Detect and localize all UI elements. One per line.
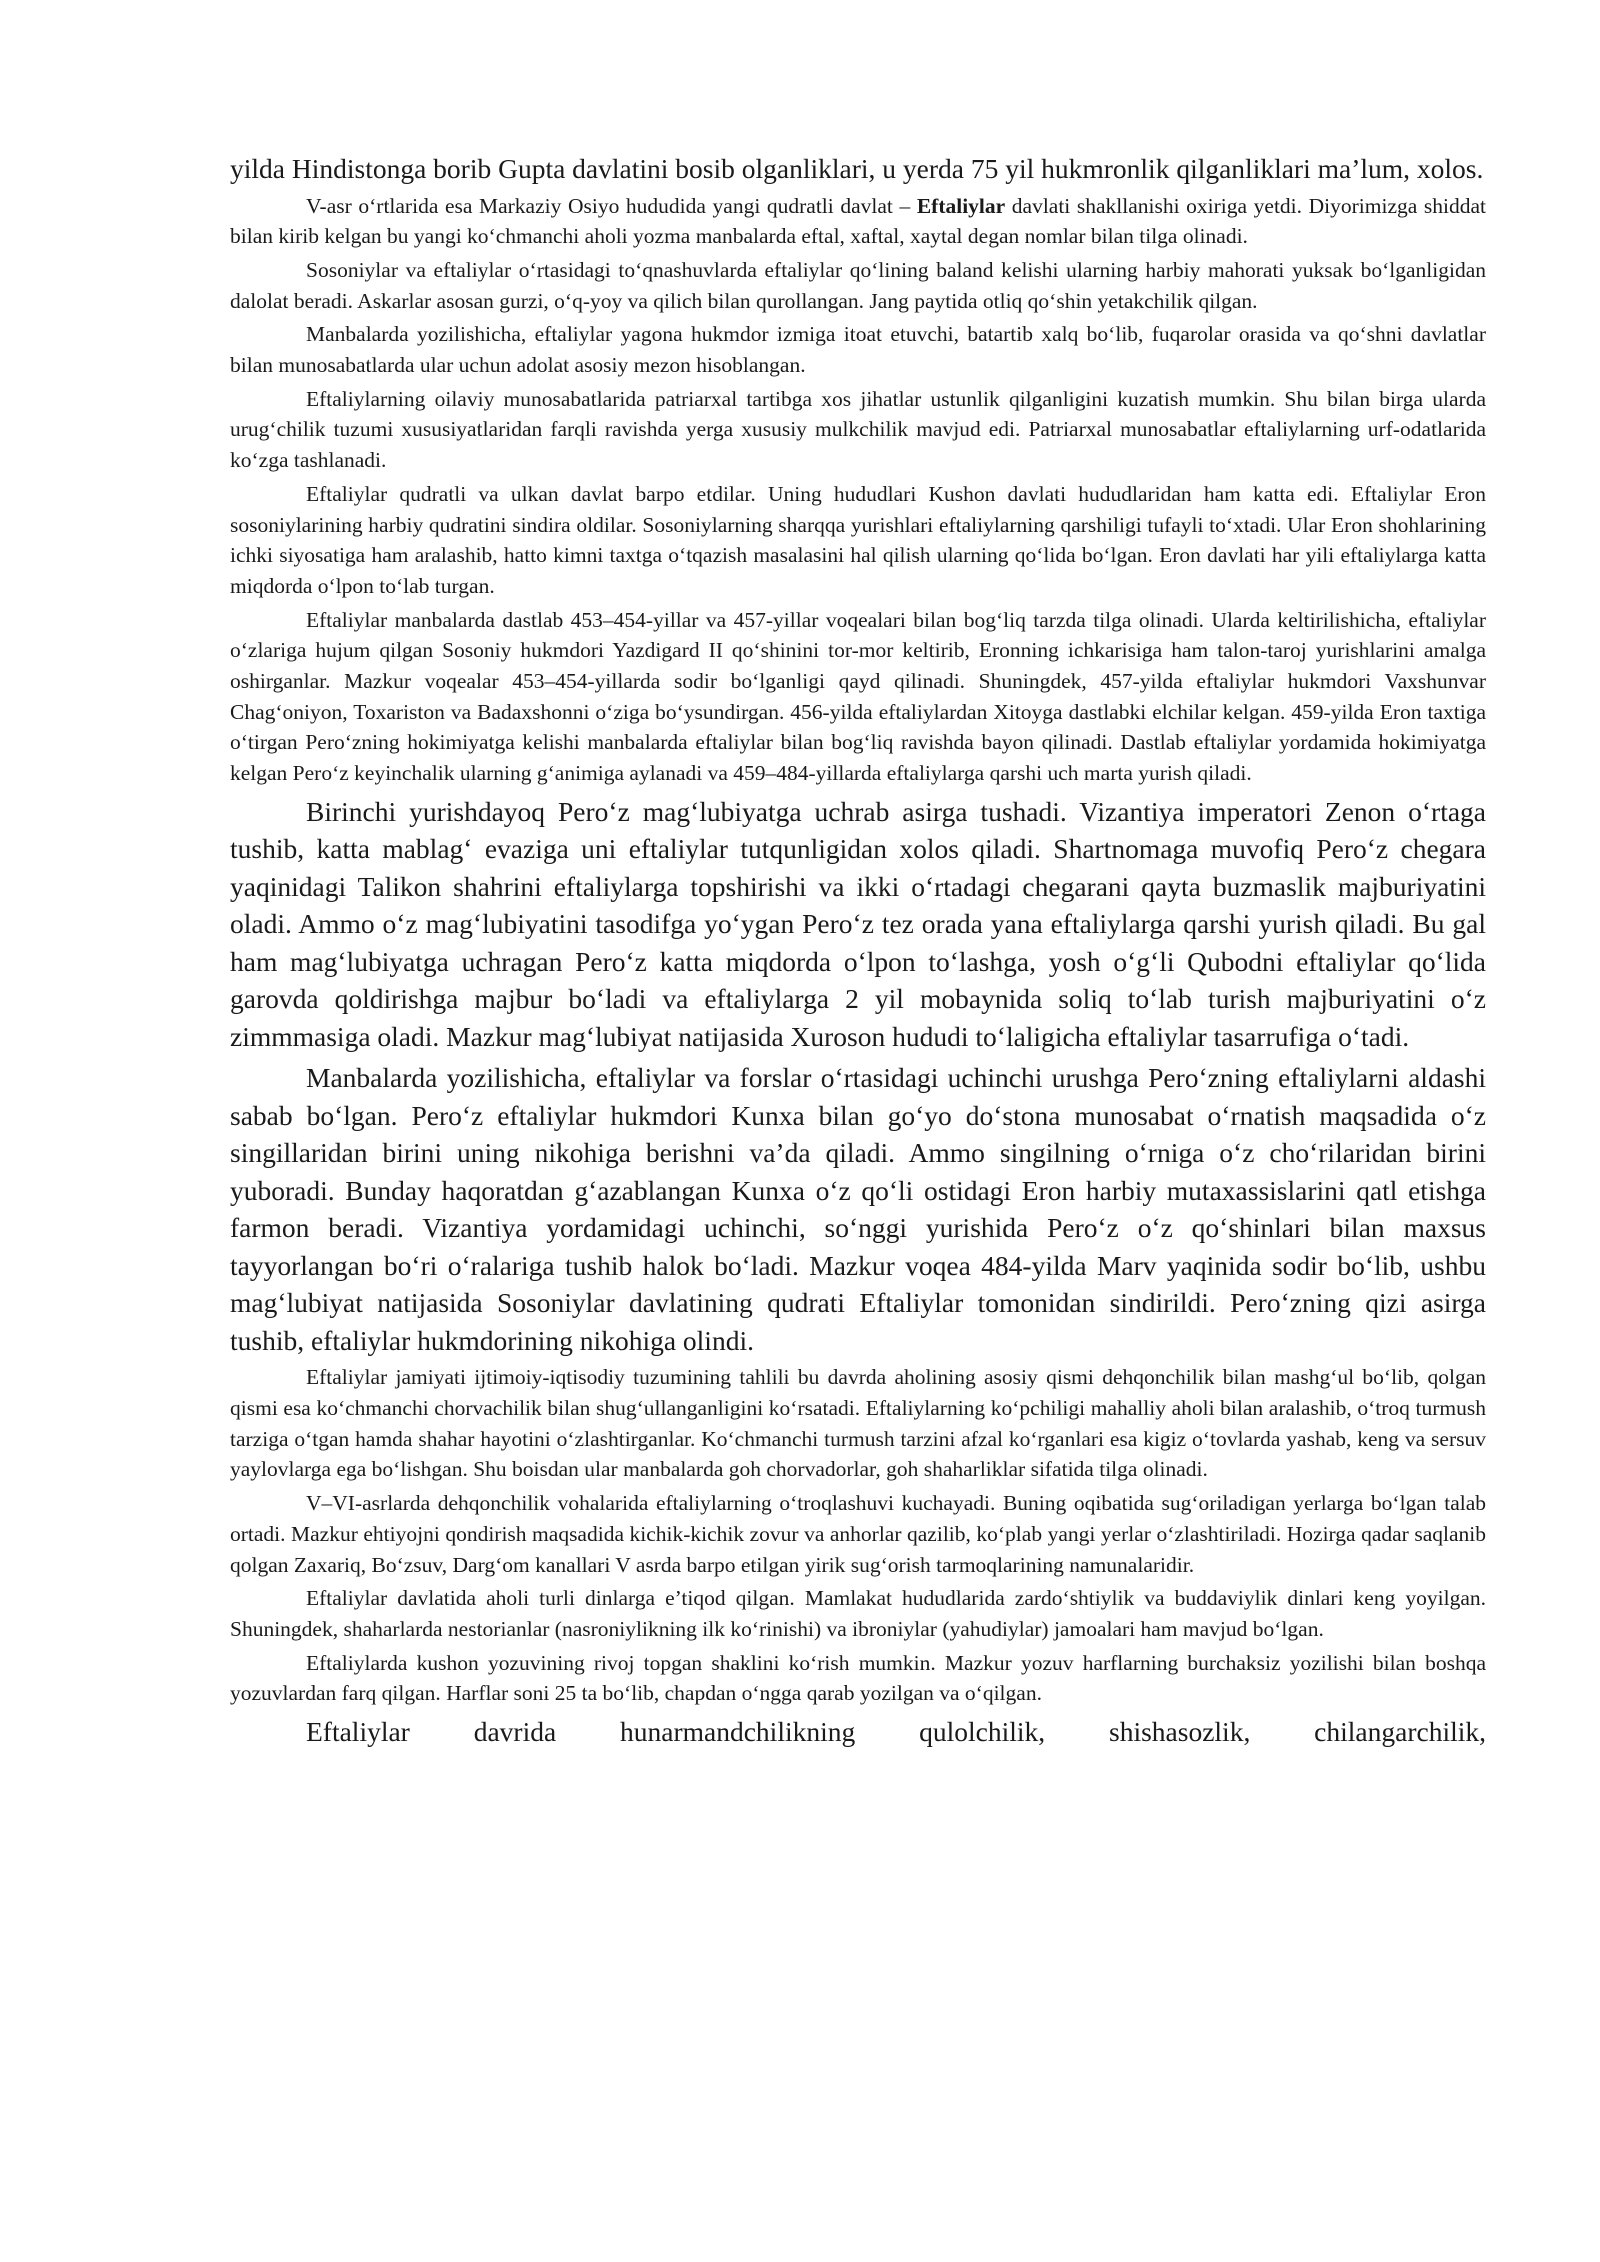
paragraph-military: Sosoniylar va eftaliylar o‘rtasidagi to‘qnashuvlarda eftaliylar qo‘lining baland kelishi ularning harbiy mahorati yuksak bo‘lganligidan dalolat beradi. Askarlar asosan gurzi, o‘q-yoy va qilich bilan qurollangan. Jang paytida otliq qo‘shin yetakchilik qilgan. [230,257,1486,313]
paragraph-social-economy: Eftaliylar jamiyati ijtimoiy-iqtisodiy tuzumining tahlili bu davrda aholining asosiy qismi dehqonchilik bilan mashg‘ul bo‘lib, qolgan qismi esa ko‘chmanchi chorvachilik bilan shug‘ullanganligini ko‘rsatadi. Eftaliylarning ko‘pchiligi mahalliy aholi bilan aralashib, o‘troq turmush tarziga o‘tgan hamda shahar hayotini o‘zlashtirganlar. Ko‘chmanchi turmush tarzini afzal ko‘rganlari esa kigiz o‘tovlarda yashab, keng va sersuv yaylovlarga ega bo‘lishgan. Shu boisdan ular manbalarda goh chorvadorlar, goh shaharliklar sifatida tilga olinadi. [230,1365,1486,1482]
paragraph-religion: Eftaliylar davlatida aholi turli dinlarga e’tiqod qilgan. Mamlakat hududlarida zardo‘shtiylik va buddaviylik dinlari keng yoyilgan. Shuningdek, shaharlarda nestorianlar (nasroniylikning ilk ko‘rinishi) va ibroniylar (yahudiylar) jamoalari ham mavjud bo‘lgan. [230,1586,1486,1641]
paragraph-justice: Manbalarda yozilishicha, eftaliylar yagona hukmdor izmiga itoat etuvchi, batartib xalq bo‘lib, fuqarolar orasida va qo‘shni davlatlar bilan munosabatlarda ular uchun adolat asosiy mezon hisoblangan. [230,322,1486,378]
term-eftaliylar: Eftaliylar [916,193,1006,218]
paragraph-first-campaign: Birinchi yurishdayoq Pero‘z mag‘lubiyatga uchrab asirga tushadi. Vizantiya imperatori Zenon o‘rtaga tushib, katta mablag‘ evaziga uni eftaliylar tutqunligidan xolos qiladi. Shartnomaga muvofiq Pero‘z chegara yaqinidagi Talikon shahrini eftaliylarga topshirishi va ikki o‘rtadagi chegarani qayta buzmaslik majburiyatini oladi. Ammo o‘z mag‘lubiyatini tasodifga yo‘ygan Pero‘z tez orada yana eftaliylarga qarshi yurish qiladi. Bu gal ham mag‘lubiyatga uchragan Pero‘z katta miqdorda o‘lpon to‘lashga, yosh o‘g‘li Qubodni eftaliylar qo‘lida garovda qoldirishga majbur bo‘ladi va eftaliylarga 2 yil mobaynida soliq to‘lab turish majburiyatini o‘z zimmmasiga oladi. Mazkur mag‘lubiyat natijasida Xuroson hududi to‘laligicha eftaliylar tasarrufiga o‘tadi. [230,795,1486,1052]
paragraph-text-before: V-asr o‘rtlarida esa Markaziy Osiyo hududida yangi qudratli davlat – [306,193,917,218]
paragraph-state-power: Eftaliylar qudratli va ulkan davlat barpo etdilar. Uning hududlari Kushon davlati hududlaridan ham katta edi. Eftaliylar Eron sosoniylarining harbiy qudratini sindira oldilar. Sosoniylarning sharqqa yurishlari eftaliylarning qarshiligi tufayli to‘xtadi. Ular Eron shohlarining ichki siyosatiga ham aralashib, hatto kimni taxtga o‘tqazish masalasini hal qilish ularning qo‘lida bo‘lgan. Eron davlati har yili eftaliylarga katta miqdorda o‘lpon to‘lab turgan. [230,481,1486,598]
paragraph-early-mentions: Eftaliylar manbalarda dastlab 453–454-yillar va 457-yillar voqealari bilan bog‘liq tarzda tilga olinadi. Ularda keltirilishicha, eftaliylar o‘zlariga hujum qilgan Sosoniy hukmdori Yazdigard II qo‘shinini tor-mor keltirib, Eronning ichkarisiga ham talon-taroj yurishlarini amalga oshirganlar. Mazkur voqealar 453–454-yillarda sodir bo‘lganligi qayd qilinadi. Shuningdek, 457-yilda eftaliylar hukmdori Vaxshunvar Chag‘oniyon, Toxariston va Badaxshonni o‘ziga bo‘ysundirgan. 456-yilda eftaliylardan Xitoyga dastlabki elchilar kelgan. 459-yilda Eron taxtiga o‘tirgan Pero‘zning hokimiyatga kelishi manbalarda eftaliylar bilan bog‘liq ravishda bayon qilinadi. Dastlab eftaliylar yordamida hokimiyatga kelgan Pero‘z keyinchalik ularning g‘animiga aylanadi va 459–484-yillarda eftaliylarga qarshi uch marta yurish qiladi. [230,607,1486,786]
paragraph-writing: Eftaliylarda kushon yozuvining rivoj topgan shaklini ko‘rish mumkin. Mazkur yozuv harflarning burchaksiz yozilishi bilan boshqa yozuvlardan farq qilgan. Harflar soni 25 ta bo‘lib, chapdan o‘ngga qarab yozilgan va o‘qilgan. [230,1650,1486,1706]
paragraph-family-relations: Eftaliylarning oilaviy munosabatlarida patriarxal tartibga xos jihatlar ustunlik qilganligini kuzatish mumkin. Shu bilan birga ularda urug‘chilik tuzumi xususiyatlaridan farqli ravishda yerga xususiy mulkchilik mavjud edi. Patriarxal munosabatlar eftaliylarning urf-odatlarida ko‘zga tashlanadi. [230,386,1486,473]
paragraph-intro-continuation: yilda Hindistonga borib Gupta davlatini bosib olganliklari, u yerda 75 yil hukmronlik qilganliklari ma’lum, xolos. [230,153,1484,184]
paragraph-eftaliylar-origin [230,191,1486,252]
paragraph-third-war: Manbalarda yozilishicha, eftaliylar va forslar o‘rtasidagi uchinchi urushga Pero‘zning eftaliylarni aldashi sabab bo‘lgan. Pero‘z eftaliylar hukmdori Kunxa bilan go‘yo do‘stona munosabat o‘rnatish maqsadida o‘z singillaridan birini uning nikohiga berishni va’da qiladi. Ammo singilning o‘rniga o‘z cho‘rilaridan birini yuboradi. Bunday haqoratdan g‘azablangan Kunxa o‘z qo‘li ostidagi Eron harbiy mutaxassislarini qatl etishga farmon beradi. Vizantiya yordamidagi uchinchi, so‘nggi yurishida Pero‘z o‘z qo‘shinlari bilan maxsus tayyorlangan bo‘ri o‘ralariga tushib halok bo‘ladi. Mazkur voqea 484-yilda Marv yaqinida sodir bo‘lib, ushbu mag‘lubiyat natijasida Sosoniylar davlatining qudrati Eftaliylar tomonidan sindirildi. Pero‘zning qizi asirga tushib, eftaliylar hukmdorining nikohiga olindi. [230,1062,1486,1356]
document-page [230,150,1486,1751]
paragraph-text-after: davlati shakllanishi oxiriga yetdi. Diyorimizga shiddat bilan kirib kelgan bu yangi ko‘chmanchi aholi yozma manbalarda eftal, xaftal, xaytal degan nomlar bilan tilga olinadi. [230,193,1486,249]
paragraph-crafts: Eftaliylar davrida hunarmandchilikning qulolchilik, shishasozlik, chilangarchilik, [306,1716,1486,1748]
paragraph-agriculture: V–VI-asrlarda dehqonchilik vohalarida eftaliylarning o‘troqlashuvi kuchayadi. Buning oqibatida sug‘oriladigan yerlarga bo‘lgan talab ortadi. Mazkur ehtiyojni qondirish maqsadida kichik-kichik zovur va anhorlar qazilib, ko‘plab yangi yerlar o‘zlashtiriladi. Hozirga qadar saqlanib qolgan Zaxariq, Bo‘zsuv, Darg‘om kanallari V asrda barpo etilgan yirik sug‘orish tarmoqlarining namunalaridir. [230,1491,1486,1577]
